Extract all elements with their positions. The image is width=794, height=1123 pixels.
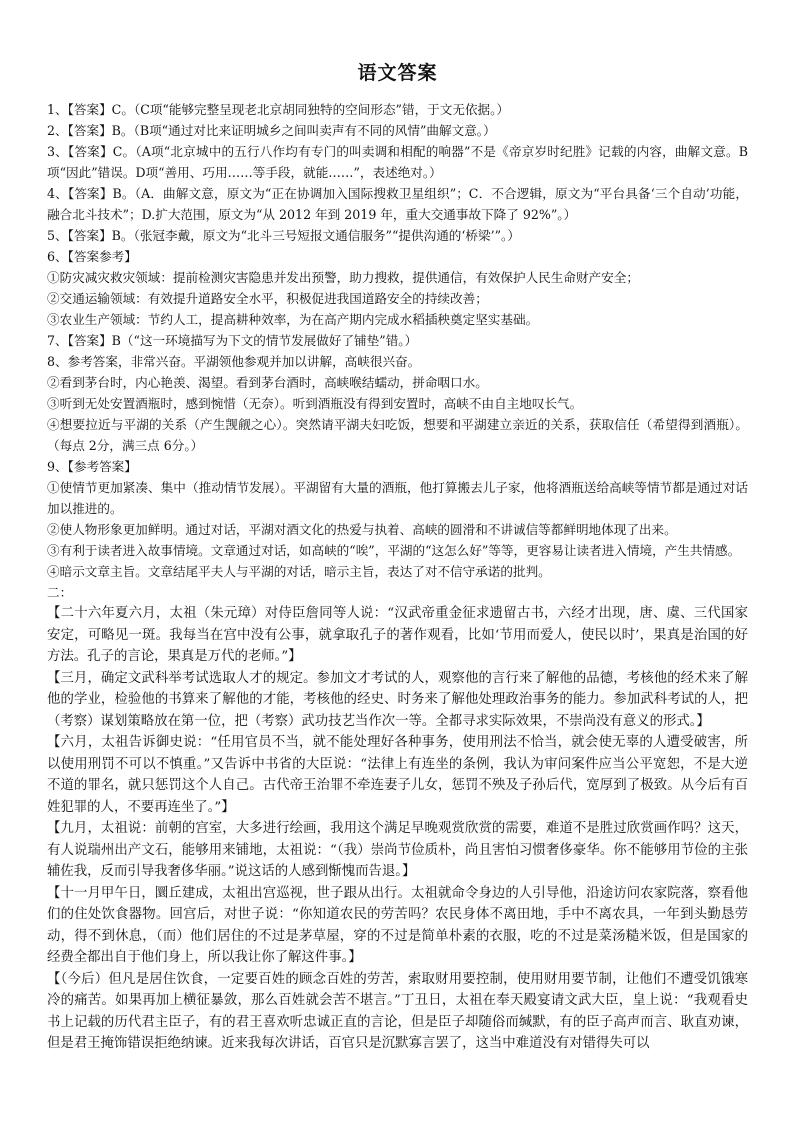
answer-line: ③听到无处安置酒瓶时，感到惋惜（无奈）。听到酒瓶没有得到安置时，高峡不由自主地叹长气。 [47, 396, 583, 411]
answer-line: 7、【答案】B（“这一环境描写为下文的情节发展做好了铺垫”错。） [47, 333, 418, 348]
answer-line: 1、【答案】C。（C项“能够完整呈现老北京胡同独特的空间形态”错，于文无依据。） [47, 102, 510, 117]
answer-line: 9、【参考答案】 [47, 459, 137, 474]
answer-line: ④想要拉近与平湖的关系（产生觊觎之心）。突然请平湖夫妇吃饭，想要和平湖建立亲近的关系，获取信任（希望得到酒瓶）。（每点 2分，满三点 6分。） [47, 417, 748, 453]
translation-paragraph: 【（今后）但凡是居住饮食，一定要百姓的顾念百姓的劳苦，索取财用要控制，使用财用要节制，让他们不遭受饥饿寒冷的痛苦。如果再加上横征暴敛，那么百姓就会苦不堪言。”丁丑日，太祖在奉天殿宴请文武大臣，皇上说：“我观看史书上记载的历代君主臣子，有的君王喜欢听忠诚正直的言论，但是臣子却随俗而缄默，有的臣子高声而言、耿直劝谏，但是君王掩饰错误拒绝纳谏。近来我每次讲话，百官只是沉默寡言罢了，这当中难道没有对错得失可以 [47, 971, 748, 1051]
answer-line: ③农业生产领域：节约人工，提高耕种效率，为在高产期内完成水稻插秧奠定坚实基础。 [47, 312, 539, 327]
answer-line: 4、【答案】B。（A．曲解文意，原文为“正在协调加入国际搜救卫星组织”；C．不合逻辑，原文为“平台具备‘三个自动’功能，融合北斗技术”；D.扩大范围，原文为“从 2012 年到 2019 年，重大交通事故下降了 92%”。） [47, 186, 748, 222]
answer-line: ③有利于读者进入故事情境。文章通过对话，如高峡的“唉”，平湖的“这怎么好”等等，更容易让读者进入情境，产生共情感。 [47, 543, 741, 558]
answer-line: 6、【答案参考】 [47, 249, 137, 264]
translation-paragraph: 【十一月甲午日，圜丘建成，太祖出宫巡视，世子跟从出行。太祖就命令身边的人引导他，沿途访问农家院落，察看他们的住处饮食器物。回宫后，对世子说：“你知道农民的劳苦吗？农民身体不离田地，手中不离农具，一年到头勤恳劳动，得不到休息，（而）他们居住的不过是茅草屋，穿的不过是简单朴素的衣服，吃的不过是菜汤糙米饭，但是国家的经费全都出自于他们身上，所以我让你了解这件事。】 [47, 885, 748, 965]
translation-paragraph: 【六月，太祖告诉御史说：“任用官员不当，就不能处理好各种事务，使用刑法不恰当，就会使无辜的人遭受破害，所以使用刑罚不可以不慎重。”又告诉中书省的大臣说：“法律上有连坐的条例，我认为审问案件应当公平宽恕，不是大逆不道的罪名，就只惩罚这个人自己。古代帝王治罪不牵连妻子儿女，惩罚不殃及子孙后代，宽厚到了极致。从今后有百姓犯罪的人，不要再连坐了。”】 [47, 735, 748, 815]
answer-line: ④暗示文章主旨。文章结尾平夫人与平湖的对话，暗示主旨，表达了对不信守承诺的批判。 [47, 564, 551, 579]
answer-line: ①使情节更加紧凑、集中（推动情节发展）。平湖留有大量的酒瓶，他打算搬去儿子家，他将酒瓶送给高峡等情节都是通过对话加以推进的。 [47, 480, 748, 516]
part-two-translation [47, 603, 748, 1055]
answer-line: 2、【答案】B。（B项“通过对比来证明城乡之间叫卖声有不同的风情”曲解文意。） [47, 123, 496, 138]
answer-line: ②使人物形象更加鲜明。通过对话，平湖对酒文化的热爱与执着、高峡的圆滑和不讲诚信等都鲜明地体现了出来。 [47, 522, 677, 537]
page-title: 语文答案 [357, 62, 438, 84]
translation-paragraph: 【九月，太祖说：前朝的宫室，大多进行绘画，我用这个满足早晚观赏欣赏的需要，难道不是胜过欣赏画作吗？这天，有人说瑞州出产文石，能够用来铺地，太祖说：“（我）崇尚节俭质朴，尚且害怕习惯奢侈豪华。你不能够用节俭的主张辅佐我，反而引导我奢侈华丽。”说这话的人感到惭愧而告退。】 [47, 821, 748, 879]
part-two-heading: 二： [47, 585, 73, 600]
translation-paragraph: 【二十六年夏六月，太祖（朱元璋）对侍臣詹同等人说：“汉武帝重金征求遗留古书，六经才出现，唐、虞、三代国家安定，可略见一斑。我每当在宫中没有公事，就拿取孔子的著作观看，比如‘节用而爱人，使民以时’，果真是治国的好方法。孔子的言论，果真是万代的老师。”】 [47, 606, 748, 664]
answer-line: 3、【答案】C。（A项“北京城中的五行八作均有专门的叫卖调和相配的响器”不是《帝京岁时纪胜》记载的内容，曲解文意。B项“因此”错误。D项“善用、巧用……等手段，就能……”，表述绝对。） [47, 144, 748, 180]
part-one-answers [47, 99, 748, 582]
answer-line: 5、【答案】B。（张冠李戴，原文为“北斗三号短报文通信服务”“提供沟通的‘桥梁’”。） [47, 228, 520, 243]
answer-line: ②交通运输领域：有效提升道路安全水平，积极促进我国道路安全的持续改善； [47, 291, 488, 306]
answer-line: ①防灾减灾救灾领域：提前检测灾害隐患并发出预警，助力搜救，提供通信，有效保护人民生命财产安全； [47, 270, 639, 285]
answer-line: 8、参考答案，非常兴奋。平湖领他参观并加以讲解，高峡很兴奋。 [47, 354, 421, 369]
translation-paragraph: 【三月，确定文武科举考试选取人才的规定。参加文才考试的人，观察他的言行来了解他的品德，考核他的经术来了解他的学业，检验他的书算来了解他的才能，考核他的经史、时务来了解他处理政治事务的能力。参加武科考试的人，把（考察）谋划策略放在第一位，把（考察）武功技艺当作次一等。全都寻求实际效果，不崇尚没有意义的形式。】 [47, 670, 748, 729]
answer-line: ②看到茅台时，内心艳羡、渴望。看到茅台酒时，高峡喉结蠕动，拼命咽口水。 [47, 375, 488, 390]
